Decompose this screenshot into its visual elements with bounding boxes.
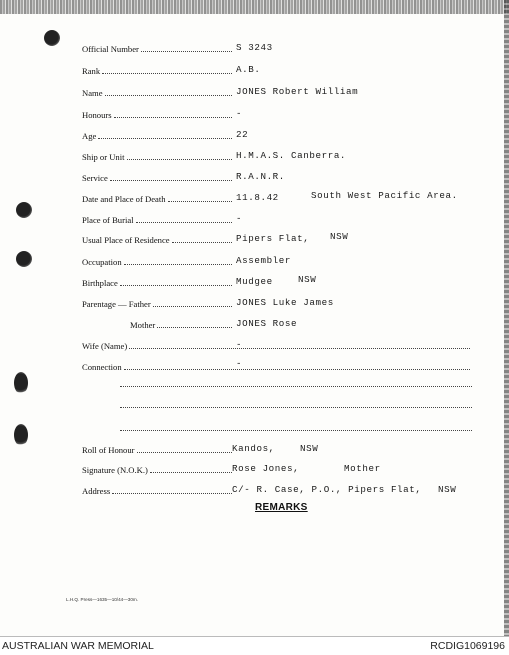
label: Ship or Unit (82, 152, 125, 162)
dotted-line (157, 326, 232, 328)
dotted-line (150, 471, 232, 473)
label: Mother (130, 320, 156, 330)
dotted-line (124, 368, 470, 370)
dotted-line (127, 158, 233, 160)
death-place-value: South West Pacific Area. (311, 190, 458, 201)
label: Roll of Honour (82, 445, 135, 455)
punch-hole (16, 202, 32, 218)
label: Service (82, 173, 108, 183)
dotted-line (110, 179, 232, 181)
wife-value: - (236, 339, 243, 350)
field-usual-residence (82, 233, 234, 246)
punch-hole (14, 424, 28, 446)
dotted-line (105, 94, 232, 96)
label: Birthplace (82, 278, 118, 288)
dotted-line (120, 386, 472, 387)
rank-value: A.B. (236, 64, 261, 75)
dotted-line (120, 407, 472, 408)
punch-hole (14, 372, 28, 394)
label: Usual Place of Residence (82, 235, 170, 245)
press-imprint: L.H.Q. Press—1635—10/44—30m. (66, 597, 139, 602)
address-state-value: NSW (438, 484, 457, 495)
field-occupation (82, 255, 234, 268)
label: Place of Burial (82, 215, 134, 225)
label: Signature (N.O.K.) (82, 465, 148, 475)
field-service (82, 171, 234, 184)
dotted-line (168, 200, 232, 202)
label: Date and Place of Death (82, 194, 166, 204)
dotted-line (136, 221, 232, 223)
field-signature (82, 463, 234, 476)
label: Official Number (82, 44, 139, 54)
label: Name (82, 88, 103, 98)
dotted-line (141, 50, 232, 52)
dotted-line (112, 492, 232, 494)
signature-name-value: Rose Jones, (232, 463, 300, 474)
field-birthplace (82, 276, 234, 289)
residence-state-value: NSW (330, 231, 349, 242)
field-official-number (82, 42, 234, 55)
label: Rank (82, 66, 101, 76)
roll-place-value: Kandos, (232, 443, 275, 454)
signature-relation-value: Mother (344, 463, 381, 474)
field-roll-of-honour (82, 443, 234, 456)
connection-value: - (236, 358, 243, 369)
dotted-line (120, 284, 232, 286)
field-place-of-burial (82, 213, 234, 226)
address-value: C/- R. Case, P.O., Pipers Flat, (232, 484, 422, 495)
age-value: 22 (236, 129, 249, 140)
dotted-line (120, 430, 472, 431)
honours-value: - (236, 108, 243, 119)
field-date-place-of-death (82, 192, 234, 205)
field-wife (82, 339, 472, 352)
dotted-line (172, 241, 232, 243)
label: Age (82, 131, 97, 141)
label: Address (82, 486, 111, 496)
scan-edge-top (0, 0, 509, 14)
dotted-line (153, 305, 232, 307)
mother-value: JONES Rose (236, 318, 298, 329)
field-father (82, 297, 234, 310)
archive-name: AUSTRALIAN WAR MEMORIAL (2, 640, 154, 652)
field-rank (82, 64, 234, 77)
dotted-line (129, 347, 470, 349)
birthplace-value: Mudgee (236, 276, 273, 287)
dotted-line (98, 137, 232, 139)
field-honours (82, 108, 234, 121)
dotted-line (137, 451, 232, 453)
field-mother (130, 318, 234, 331)
roll-state-value: NSW (300, 443, 319, 454)
ship-value: H.M.A.S. Canberra. (236, 150, 347, 161)
service-value: R.A.N.R. (236, 171, 285, 182)
label: Occupation (82, 257, 122, 267)
field-connection (82, 360, 472, 373)
field-name (82, 86, 234, 99)
father-value: JONES Luke James (236, 297, 334, 308)
residence-place-value: Pipers Flat, (236, 233, 310, 244)
occupation-value: Assembler (236, 255, 292, 266)
punch-hole (44, 30, 60, 46)
birthplace-state-value: NSW (298, 274, 317, 285)
label: Wife (Name) (82, 341, 128, 351)
label: Parentage — Father (82, 299, 151, 309)
punch-hole (16, 251, 32, 267)
dotted-line (102, 72, 232, 74)
dotted-line (114, 116, 232, 118)
label: Honours (82, 110, 112, 120)
death-date-value: 11.8.42 (236, 192, 279, 203)
dotted-line (124, 263, 232, 265)
scan-edge-right (504, 0, 509, 636)
field-age (82, 129, 234, 142)
field-address (82, 484, 234, 497)
field-ship-or-unit (82, 150, 234, 163)
archive-footer (0, 636, 509, 655)
burial-value: - (236, 213, 243, 224)
record-id: RCDIG1069196 (430, 640, 505, 652)
official-number-value: S 3243 (236, 42, 273, 53)
label: Connection (82, 362, 122, 372)
name-value: JONES Robert William (236, 86, 359, 97)
remarks-heading: REMARKS (255, 502, 308, 513)
